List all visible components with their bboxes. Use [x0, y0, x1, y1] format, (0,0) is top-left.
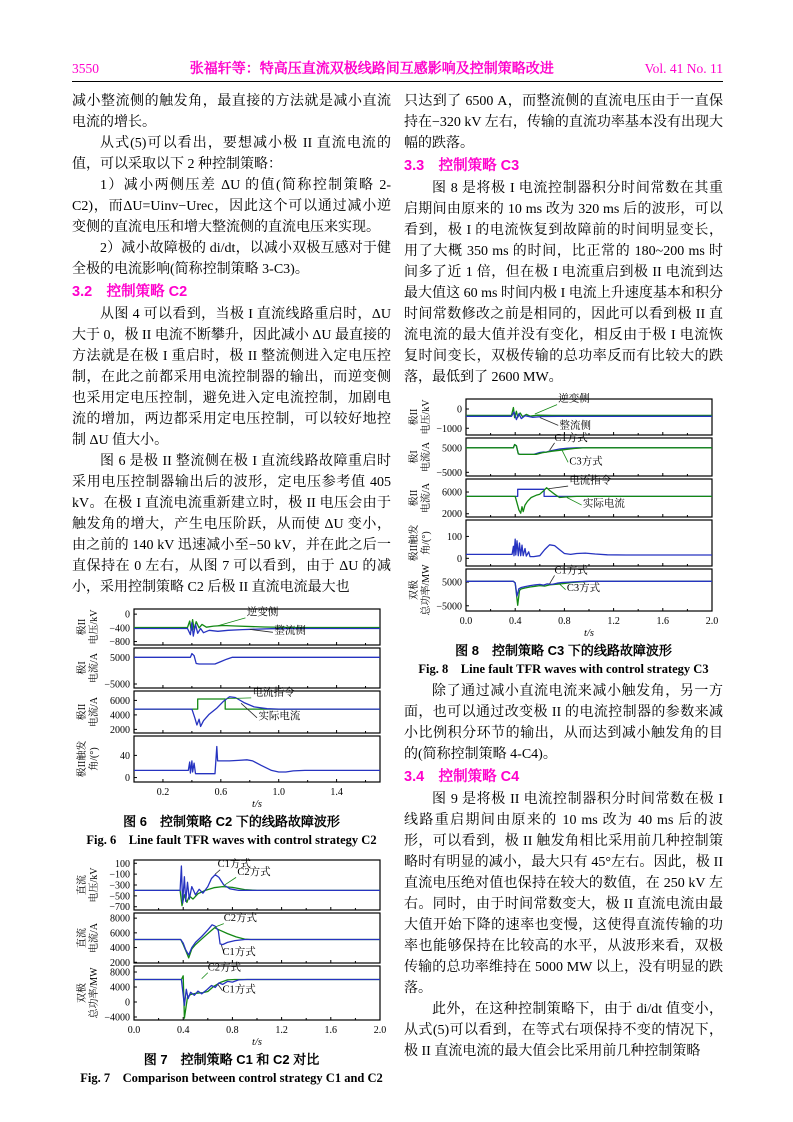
svg-text:6000: 6000: [110, 695, 130, 707]
svg-text:100: 100: [447, 531, 462, 543]
figure-7-caption-en: Fig. 7 Comparison between control strategy C1 and C2: [80, 1071, 383, 1085]
page-number: 3550: [72, 61, 99, 76]
svg-text:极II: 极II: [77, 618, 88, 636]
svg-text:0.8: 0.8: [226, 1025, 239, 1036]
svg-text:C1方式: C1方式: [222, 984, 256, 996]
svg-text:C2方式: C2方式: [207, 962, 242, 974]
svg-text:2000: 2000: [442, 509, 462, 521]
svg-text:电流/A: 电流/A: [89, 697, 100, 727]
paragraph: 只达到了 6500 A，而整流侧的直流电压由于一直保持在−320 kV 左右，传输的直流功率基本没有出现大幅的跌落。: [404, 94, 723, 151]
paragraph: 图 6 是极 II 整流侧在极 I 直流线路故障重启时采用电压控制器输出后的波形，定电压参考值 405 kV。在极 I 直流电流重新建立时，极 II 电压会由于触发角的增大，产生电压阶跃，从而使 ΔU 变小，由之前的 140 kV 迅速减小至−50 kV，并在此之后一直保持在 0 左右，从图 7 可以看到，由于 ΔU 的减小，采用控制策略 C2 后极 II 直流电流最大也: [72, 454, 391, 595]
svg-text:直流: 直流: [77, 875, 88, 895]
svg-text:t/s: t/s: [252, 1037, 262, 1048]
svg-text:−700: −700: [109, 902, 130, 914]
svg-text:8000: 8000: [110, 913, 130, 925]
svg-text:极II触发: 极II触发: [409, 524, 420, 562]
left-column: [72, 91, 391, 1090]
svg-text:实际电流: 实际电流: [258, 711, 301, 723]
svg-text:C1方式: C1方式: [217, 859, 251, 871]
svg-text:0.2: 0.2: [156, 787, 170, 798]
journal-header-title: 张福轩等：特高压直流双极线路间互感影响及控制策略改进: [189, 60, 554, 76]
svg-text:C2方式: C2方式: [237, 867, 271, 879]
paragraph: 图 8 是将极 I 电流控制器积分时间常数在其重启期间由原来的 10 ms 改为 320 ms 后的波形，可以看到，极 I 的电流恢复到故障前的时间明显变长，用了大概 350 ms 的时间，比正常的 180~200 ms 时间多了近 1 倍，但在极 I 电流重启到极 II 电流到达最大值这 60 ms 时间内极 I 电流上升速度基本和积分时间常数修改之前是相同的，因此可以看到极 II 直流电流的最大值并没有变化，相反由于极 I 电流恢复时间变长，双极传输的总功率反而有比较大的跌落，最低到了 2600 MW。: [404, 181, 723, 385]
svg-text:−1000: −1000: [436, 423, 462, 435]
section-heading-3-4: 3.4 控制策略 C4: [404, 769, 520, 785]
svg-text:8000: 8000: [110, 967, 130, 979]
paragraph: 此外，在这种控制策略下，由于 di/dt 值变小，从式(5)可以看到，在等式右项保持不变的情况下，极 II 直流电流的最大值会比采用前几种控制策略: [404, 1002, 723, 1059]
svg-text:1.4: 1.4: [330, 787, 343, 798]
paragraph: 从式(5)可以看出，要想减小极 II 直流电流的值，可以采取以下 2 种控制策略：: [72, 136, 391, 172]
svg-text:−500: −500: [109, 891, 130, 903]
svg-text:t/s: t/s: [584, 628, 594, 639]
paragraph: 图 9 是将极 II 电流控制器积分时间常数在极 I 线路重启期间由原来的 10 ms 改为 40 ms 后的波形，可以看到，极 II 触发角相比采用前几种控制策略时有明显的减小，最大只有 45°左右。因此，极 II 直流电压绝对值也保持在较大的数值，在 250 kV 左右。同时，由于时间常数变大，极 II 直流电流由最大值开始下降的速率也变慢，这使得直流传输的功率也能够保持在比较高的水平，从波形来看，双极传输的总功率维持在 5000 MW 以上，没有明显的跌落。: [404, 792, 723, 996]
svg-text:角/(°): 角/(°): [421, 531, 432, 555]
svg-text:极II: 极II: [77, 703, 88, 721]
svg-text:电流指令: 电流指令: [252, 687, 295, 699]
svg-text:C1方式: C1方式: [222, 946, 256, 958]
svg-text:极II: 极II: [409, 489, 420, 507]
svg-text:整流侧: 整流侧: [559, 420, 591, 432]
svg-text:0.4: 0.4: [508, 616, 522, 627]
svg-text:40: 40: [120, 750, 130, 762]
page-header: [72, 58, 723, 78]
header-rule: [72, 81, 723, 82]
svg-text:2000: 2000: [110, 957, 130, 969]
figure-8-chart: [404, 393, 722, 639]
svg-text:−300: −300: [109, 880, 130, 892]
svg-text:2.0: 2.0: [705, 616, 719, 627]
svg-text:4000: 4000: [110, 982, 130, 994]
svg-text:5000: 5000: [110, 652, 130, 664]
figure-8-caption-zh: 图 8 控制策略 C3 下的线路故障波形: [455, 643, 672, 658]
figure-7-chart: [72, 854, 390, 1048]
paragraph: 2）减小故障极的 di/dt，以减小双极互感对于健全极的电流影响(简称控制策略 3-C3)。: [72, 241, 391, 277]
svg-text:极I: 极I: [77, 661, 88, 675]
svg-text:极II触发: 极II触发: [77, 740, 88, 778]
svg-text:100: 100: [115, 858, 130, 870]
svg-text:0: 0: [457, 553, 462, 565]
svg-text:−5000: −5000: [104, 679, 130, 691]
paragraph: 减小整流侧的触发角，最直接的方法就是减小直流电流的增长。: [72, 94, 391, 130]
svg-text:0.4: 0.4: [176, 1025, 190, 1036]
svg-text:逆变侧: 逆变侧: [558, 393, 590, 405]
svg-text:0: 0: [125, 773, 130, 785]
svg-text:电压/kV: 电压/kV: [421, 399, 432, 435]
svg-text:电流/A: 电流/A: [89, 923, 100, 953]
svg-text:电流/A: 电流/A: [89, 653, 100, 683]
section-heading-3-2: 3.2 控制策略 C2: [72, 284, 188, 300]
svg-text:−800: −800: [109, 637, 130, 649]
svg-text:极II: 极II: [409, 408, 420, 426]
svg-text:总功率/MW: 总功率/MW: [89, 967, 100, 1019]
svg-text:整流侧: 整流侧: [274, 625, 306, 637]
svg-text:逆变侧: 逆变侧: [246, 607, 279, 619]
svg-text:6000: 6000: [110, 928, 130, 940]
svg-text:电压/kV: 电压/kV: [89, 867, 100, 903]
section-heading-3-3: 3.3 控制策略 C3: [404, 158, 520, 174]
svg-text:1.6: 1.6: [656, 616, 670, 627]
svg-text:0.8: 0.8: [558, 616, 571, 627]
figure-6-caption-zh: 图 6 控制策略 C2 下的线路故障波形: [123, 814, 340, 829]
svg-text:实际电流: 实际电流: [582, 498, 625, 510]
svg-text:5000: 5000: [442, 443, 462, 455]
svg-text:1.0: 1.0: [272, 787, 285, 798]
svg-text:双极: 双极: [77, 983, 88, 1003]
paragraph: 1）减小两侧压差 ΔU 的值(简称控制策略 2-C2)，而ΔU=Uinv−Urec，因此这个可以通过减小逆变侧的直流电压和增大整流侧的直流电压来实现。: [72, 178, 391, 235]
right-column: [404, 91, 723, 1062]
svg-text:6000: 6000: [442, 487, 462, 499]
svg-text:C3方式: C3方式: [569, 456, 603, 468]
figure-6: [72, 603, 391, 849]
paragraph: 从图 4 可以看到，当极 I 直流线路重启时，ΔU 大于 0，极 II 电流不断攀升，因此减小 ΔU 最直接的方法就是在极 I 重启时，极 II 整流侧进入定电压控制，在此之前都采用电流控制器的输出，而逆变侧也采用定电压控制，避免进入定电流控制，加剧电流的增加，两边都采用定电压控制，可以较好地控制 ΔU 值大小。: [72, 307, 391, 448]
svg-text:2.0: 2.0: [373, 1025, 387, 1036]
svg-text:0: 0: [125, 997, 130, 1009]
svg-text:总功率/MW: 总功率/MW: [421, 564, 432, 616]
svg-text:−100: −100: [109, 869, 130, 881]
svg-text:C2方式: C2方式: [223, 913, 258, 925]
svg-text:0: 0: [457, 404, 462, 416]
paragraph: 除了通过减小直流电流来减小触发角，另一方面，也可以通过改变极 II 的电流控制器的参数来减小比例积分环节的输出，从而达到减小触发角的目的(简称控制策略 4-C4)。: [404, 684, 723, 762]
svg-text:电压/kV: 电压/kV: [89, 609, 100, 645]
svg-text:4000: 4000: [110, 710, 130, 722]
svg-text:极I: 极I: [409, 450, 420, 464]
figure-7: [72, 854, 391, 1087]
svg-text:4000: 4000: [110, 943, 130, 955]
svg-text:t/s: t/s: [252, 799, 262, 810]
svg-text:C3方式: C3方式: [566, 583, 601, 595]
svg-text:−400: −400: [109, 623, 130, 635]
svg-text:0.0: 0.0: [127, 1025, 141, 1036]
svg-text:角/(°): 角/(°): [89, 747, 100, 771]
svg-text:C1方式: C1方式: [554, 565, 588, 577]
svg-text:0.6: 0.6: [214, 787, 228, 798]
svg-text:−5000: −5000: [436, 467, 462, 479]
svg-text:电流/A: 电流/A: [421, 442, 432, 472]
figure-7-caption-zh: 图 7 控制策略 C1 和 C2 对比: [143, 1052, 320, 1067]
svg-text:直流: 直流: [77, 928, 88, 948]
svg-text:双极: 双极: [409, 580, 420, 600]
svg-text:1.2: 1.2: [275, 1025, 288, 1036]
svg-text:1.6: 1.6: [324, 1025, 338, 1036]
figure-8: [404, 393, 723, 678]
svg-text:−5000: −5000: [436, 601, 462, 613]
svg-text:5000: 5000: [442, 577, 462, 589]
figure-8-caption-en: Fig. 8 Line fault TFR waves with control strategy C3: [418, 662, 709, 676]
svg-text:−4000: −4000: [104, 1012, 130, 1024]
figure-6-caption-en: Fig. 6 Line fault TFR waves with control strategy C2: [86, 833, 377, 847]
svg-text:1.2: 1.2: [607, 616, 620, 627]
svg-text:0: 0: [125, 609, 130, 621]
volume-info: Vol. 41 No. 11: [644, 61, 723, 76]
svg-text:2000: 2000: [110, 724, 130, 736]
svg-text:C1方式: C1方式: [554, 432, 588, 444]
svg-text:电流指令: 电流指令: [569, 475, 612, 487]
svg-text:0.0: 0.0: [459, 616, 473, 627]
figure-6-chart: [72, 603, 390, 810]
svg-text:电流/A: 电流/A: [421, 483, 432, 513]
